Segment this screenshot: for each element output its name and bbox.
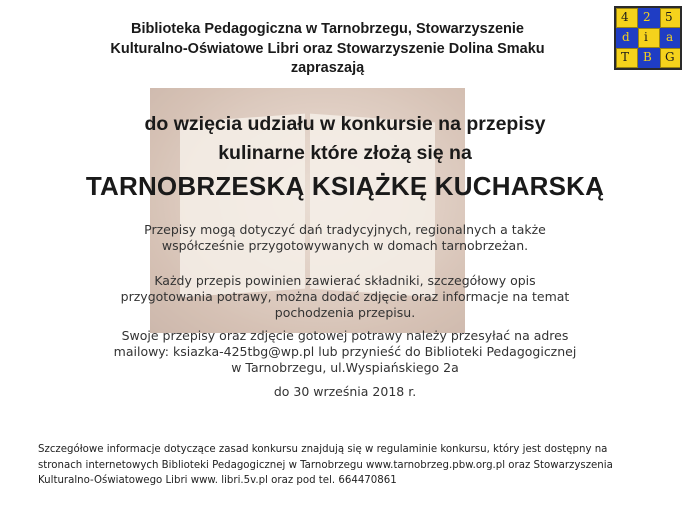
logo-letter: T (621, 50, 630, 64)
recipes-scope-paragraph (45, 222, 645, 254)
invite-line: kulinarne które złożą się na (218, 142, 472, 164)
header-line: Biblioteka Pedagogiczna w Tarnobrzegu, Stowarzyszenie (131, 21, 524, 37)
logo-letter: B (643, 50, 652, 64)
submission-paragraph (45, 328, 645, 376)
logo-letter: i (644, 30, 648, 44)
footer-info (38, 442, 668, 489)
logo-letter: d (622, 30, 630, 44)
header-line: Kulturalno-Oświatowe Libri oraz Stowarzyszenie Dolina Smaku (110, 40, 545, 57)
footer-line: Kulturalno-Oświatowego Libri www. libri.5v.pl oraz pod tel. 664470861 (38, 475, 397, 486)
invite-line: do wzięcia udziału w konkursie na przepisy (144, 113, 546, 135)
425-tbg-logo (614, 6, 682, 70)
paragraph-line: Każdy przepis powinien zawierać składniki, szczegółowy opis (154, 273, 536, 288)
deadline-text: do 30 września 2018 r. (273, 384, 417, 399)
footer-line: Szczegółowe informacje dotyczące zasad konkursu znajdują się w regulaminie konkursu, który jest dostępny na (38, 444, 608, 455)
paragraph-line: pochodzenia przepisu. (274, 305, 416, 320)
logo-digit: 2 (643, 10, 651, 24)
recipe-requirements-paragraph (45, 273, 645, 321)
paragraph-line: współcześnie przygotowywanych w domach tarnobrzeżan. (161, 238, 529, 253)
logo-digit: 5 (665, 10, 673, 24)
logo-letter: G (665, 50, 675, 64)
header-line: zapraszają (290, 60, 365, 76)
contest-title: TARNOBRZESKĄ KSIĄŻKĘ KUCHARSKĄ (85, 171, 605, 201)
invitation-text (20, 110, 670, 168)
footer-line: stronach internetowych Biblioteki Pedagogicznej w Tarnobrzegu www.tarnobrzeg.pbw.org.pl oraz Stowarzyszenia (38, 459, 613, 471)
paragraph-line: Swoje przepisy oraz zdjęcie gotowej potrawy należy przesyłać na adres (121, 328, 569, 343)
logo-digit: 4 (621, 10, 629, 24)
paragraph-line: Przepisy mogą dotyczyć dań tradycyjnych, regionalnych a także (144, 222, 546, 237)
organizers-header (60, 20, 595, 79)
paragraph-line: mailowy: ksiazka-425tbg@wp.pl lub przynieść do Biblioteki Pedagogicznej (113, 344, 577, 359)
paragraph-line: w Tarnobrzegu, ul.Wyspiańskiego 2a (231, 360, 459, 375)
logo-letter: a (666, 30, 674, 44)
paragraph-line: przygotowania potrawy, można dodać zdjęcie oraz informacje na temat (120, 289, 570, 304)
